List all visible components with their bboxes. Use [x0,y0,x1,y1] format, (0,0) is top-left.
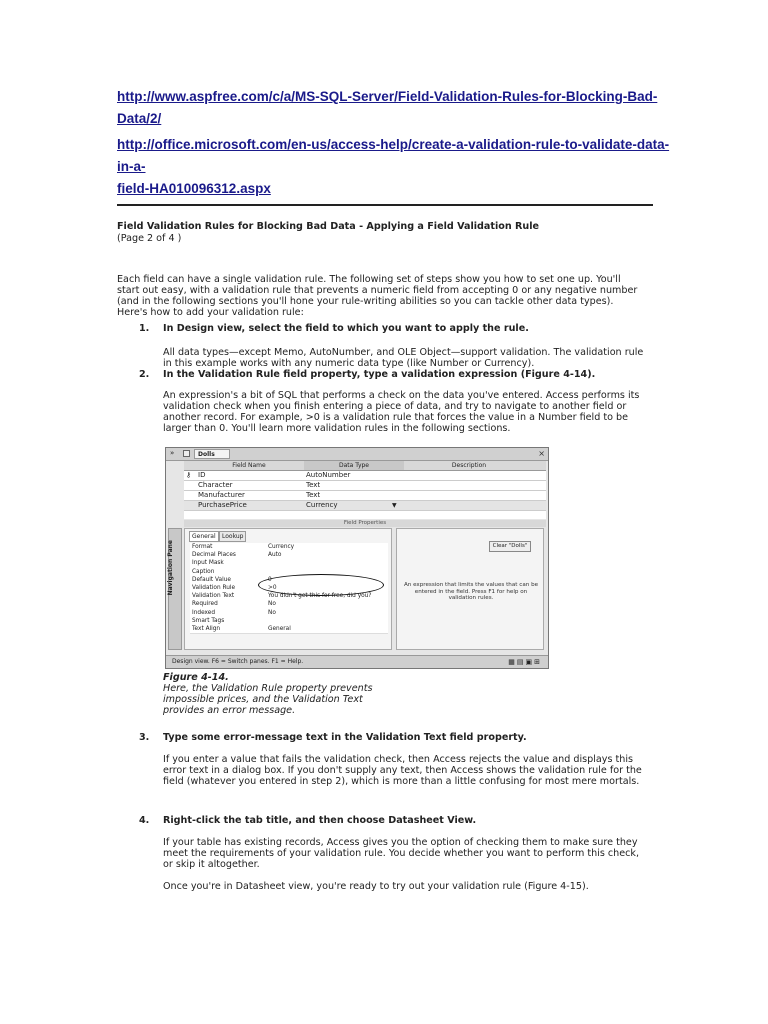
step-body-line: larger than 0. You'll learn more validation rules in the following sections. [163,423,511,434]
caption-line: impossible prices, and the Validation Text [163,694,363,705]
property-name: Required [192,601,218,608]
cell-field-name: ID [198,471,206,479]
cell-field-name: Character [198,481,233,489]
grid-row-selected [184,501,546,511]
property-name: Smart Tags [192,617,225,624]
step-title: In the Validation Rule field property, type a validation expression (Figure 4-14). [163,369,596,380]
step-number: 1. [139,323,150,334]
grid-row [184,491,546,501]
article-title: Field Validation Rules for Blocking Bad Data - Applying a Field Validation Rule [117,221,540,232]
header-field-name: Field Name [232,462,266,469]
navigation-pane-label: Navigation Pane [167,540,174,596]
property-value: Auto [268,552,282,559]
cell-data-type: Currency [306,501,338,509]
step-body-line: in this example works with any numeric data type (like Number or Currency). [163,358,535,369]
figure-label: Figure 4-14. [163,672,229,683]
cell-field-name: Manufacturer [198,491,245,499]
figure-screenshot [165,447,549,669]
property-name: Validation Text [192,593,235,600]
property-name: Input Mask [192,560,224,567]
property-value: >0 [268,585,277,591]
property-value: You didn't get this for free, did you? [268,593,372,600]
step-body [163,837,663,870]
status-text: Design view. F6 = Switch panes. F1 = Help. [172,658,304,665]
link-microsoft-line2[interactable]: field-HA010096312.aspx [117,181,271,196]
help-panel [396,528,544,650]
step-number: 4. [139,815,150,826]
property-name: Caption [192,568,215,575]
document-tabs-bar [166,448,548,461]
tab-dolls: Dolls [194,449,230,459]
link-microsoft-line1[interactable]: http://office.microsoft.com/en-us/access-help/create-a-validation-rule-to-validate-data-in-a- [117,137,670,174]
property-name: Indexed [192,609,216,616]
intro-line: Here's how to add your validation rule: [117,307,304,318]
step-body [163,754,663,787]
step-number: 2. [139,369,150,380]
field-properties-label: Field Properties [184,520,546,527]
step-body-line: All data types—except Memo, AutoNumber, and OLE Object—support validation. The validation rule [163,347,644,358]
property-name: Format [192,544,213,550]
step-body [163,347,663,369]
caption-line: provides an error message. [163,705,296,716]
step-body-line: If you enter a value that fails the validation check, then Access rejects the value and displays this [163,754,634,765]
step-body: Once you're in Datasheet view, you're ready to try out your validation rule (Figure 4-15). [163,881,589,892]
clear-dolls-button: Clear "Dolls" [489,541,531,552]
cell-data-type: Text [306,491,321,499]
view-icons: ▦▤▣⊞ [508,658,542,666]
step-body-line: meet the requirements of your validation rule. You decide whether you want to perform this check, [163,848,640,859]
property-name: Decimal Places [192,552,236,559]
cell-data-type: AutoNumber [306,471,351,479]
status-bar [166,655,548,668]
step-body-line: field (whatever you entered in step 2), which is more than a little confusing for most mere mortals. [163,776,640,787]
step-body-line: validation check when you finish entering a piece of data, and try to navigate to another field or [163,401,627,412]
intro-line: (and in the following sections you'll hone your rule-writing abilities so you can tackle other data types). [117,296,614,307]
table-icon [183,450,190,457]
help-text: An expression that limits the values that can be entered in the field. Press F1 for help on validation rules. [403,582,539,601]
link-aspfree-line1[interactable]: http://www.aspfree.com/c/a/MS-SQL-Server/Field-Validation-Rules-for-Blocking-Bad- [117,89,658,104]
grid-header [184,461,546,471]
field-grid [184,461,546,519]
highlight-oval [258,574,384,596]
key-icon: ⚷ [186,471,192,479]
close-icon: × [538,449,545,458]
cell-field-name: PurchasePrice [198,501,247,509]
cell-data-type: Text [306,481,321,489]
tab-general: General [189,531,219,542]
header-data-type: Data Type [304,461,404,470]
article-page: (Page 2 of 4 ) [117,233,182,244]
figure-caption [163,683,423,716]
step-body-line: or skip it altogether. [163,859,260,870]
intro-paragraph [117,274,657,318]
step-body-line: another record. For example, >0 is a validation rule that forces the value in a Number field to be [163,412,629,423]
grid-row [184,471,546,481]
step-title: In Design view, select the field to which you want to apply the rule. [163,323,529,334]
grid-row [184,481,546,491]
header-description: Description [451,462,487,469]
step-body-line: An expression's a bit of SQL that performs a check on the data you've entered. Access performs its [163,390,640,401]
step-number: 3. [139,732,150,743]
caption-line: Here, the Validation Rule property prevents [163,683,373,694]
property-row [190,625,388,634]
property-name: Default Value [192,576,231,583]
link-aspfree[interactable] [117,86,677,130]
link-aspfree-line2[interactable]: Data/2/ [117,111,162,126]
horizontal-rule [117,204,653,206]
step-title: Right-click the tab title, and then choose Datasheet View. [163,815,477,826]
step-body-line: error text in a dialog box. If you don't supply any text, then Access shows the validation rule for the [163,765,642,776]
chevron-icon: » [170,449,175,457]
step-body-line: If your table has existing records, Access gives you the option of checking them to make sure they [163,837,638,848]
property-value: 0 [268,576,272,583]
dropdown-arrow-icon: ▼ [392,502,397,509]
property-value: Currency [268,544,295,550]
property-value: No [268,601,276,608]
property-value: General [268,626,291,632]
tab-lookup: Lookup [219,531,246,542]
property-value: No [268,609,276,616]
intro-line: start out easy, with a validation rule that prevents a numeric field from accepting 0 or any negative number [117,285,638,296]
step-body [163,390,663,434]
property-name: Text Align [192,626,221,632]
link-microsoft[interactable] [117,134,677,200]
property-name: Validation Rule [192,585,236,591]
step-title: Type some error-message text in the Validation Text field property. [163,732,527,743]
intro-line: Each field can have a single validation rule. The following set of steps show you how to set one up. You'll [117,274,621,285]
